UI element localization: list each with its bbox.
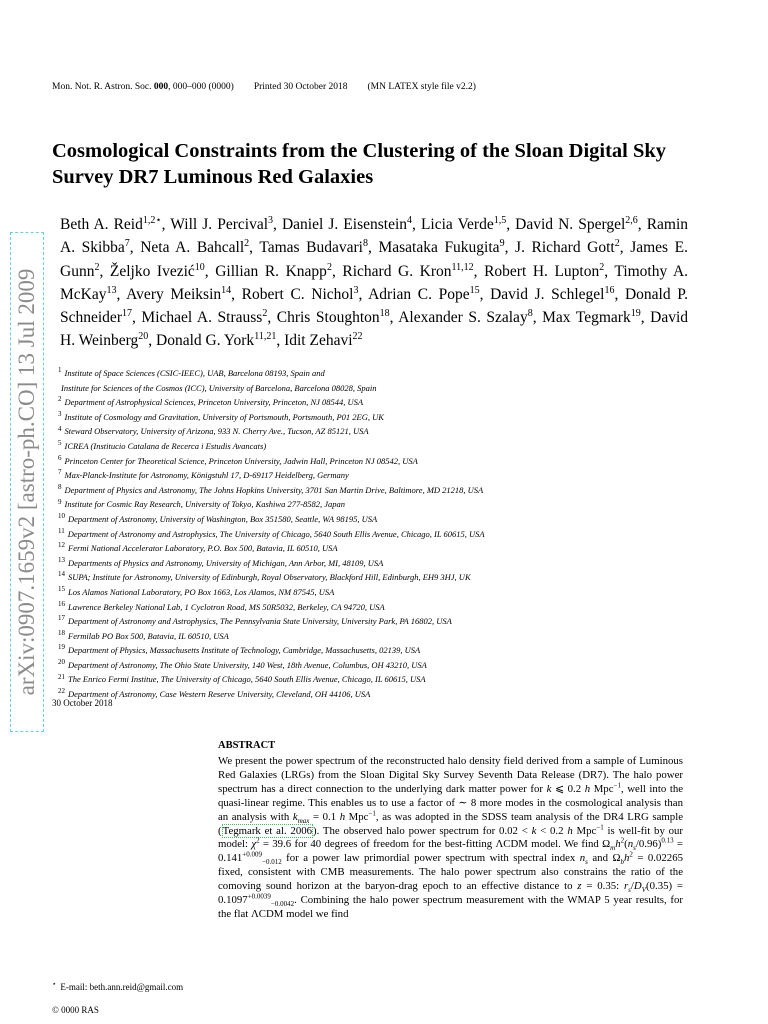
author-affiliation-ref: 22	[352, 331, 363, 343]
affiliation-item	[58, 687, 698, 702]
author-name: Masataka Fukugita	[378, 239, 500, 257]
affiliation-item	[58, 439, 698, 454]
author-name: Will J. Percival	[170, 216, 269, 233]
arxiv-identifier: arXiv:0907.1659v2 [astro-ph.CO] 13 Jul 2009	[14, 268, 39, 696]
affiliation-text: Department of Physics and Astronomy, The Johns Hopkins University, 3701 San Martin Drive, Baltimore, MD 21218, USA	[64, 484, 484, 495]
affiliation-number: 5	[58, 439, 62, 448]
affiliation-item	[58, 556, 698, 571]
author-affiliation-ref: 2	[262, 308, 268, 320]
author-name: Richard G. Kron	[342, 262, 452, 280]
author-name: David J. Schlegel	[490, 285, 605, 303]
affiliation-text: SUPA; Institute for Astronomy, University of Edinburgh, Royal Observatory, Blackford Hill, Edinburgh, EH9 3HJ, UK	[68, 572, 471, 583]
affiliation-text: Fermi National Accelerator Laboratory, P.O. Box 500, Batavia, IL 60510, USA	[68, 543, 338, 554]
affiliation-text: Steward Observatory, University of Arizona, 933 N. Cherry Ave., Tucson, AZ 85121, USA	[64, 426, 369, 437]
author	[398, 309, 532, 326]
author-affiliation-ref: 11,21	[254, 331, 277, 343]
affiliation-text: Lawrence Berkeley National Lab, 1 Cyclotron Road, MS 50R5032, Berkeley, CA 94720, USA	[68, 601, 385, 612]
author	[484, 263, 604, 280]
author-affiliation-ref: 3	[268, 214, 274, 226]
author-name: Donald G. York	[156, 332, 255, 350]
affiliation-number: 17	[58, 614, 65, 623]
citation-link[interactable]: Tegmark et al. 2006	[222, 824, 313, 837]
author	[215, 263, 332, 280]
author-name: Tamas Budavari	[259, 239, 363, 257]
affiliation-number: 10	[58, 512, 65, 521]
affiliation-item	[58, 614, 698, 629]
author	[277, 309, 390, 326]
author-affiliation-ref: 15	[469, 284, 480, 296]
author-affiliation-ref: 3	[353, 284, 359, 296]
affiliation-item	[58, 629, 698, 644]
author	[542, 309, 641, 326]
author-name: Beth A. Reid	[60, 216, 143, 233]
author-affiliation-ref: 11,12	[451, 261, 474, 273]
footnote-email[interactable]: E-mail: beth.ann.reid@gmail.com	[60, 982, 184, 992]
author-name: Robert H. Lupton	[484, 262, 600, 280]
affiliation-number: 8	[58, 482, 62, 491]
affiliation-text: Institute of Space Sciences (CSIC-IEEC), UAB, Barcelona 08193, Spain and	[64, 368, 325, 378]
author-affiliation-ref: 16	[604, 284, 615, 296]
author-affiliation-ref: 17	[121, 308, 132, 320]
author-name: Željko Ivezić	[109, 262, 195, 280]
author-affiliation-ref: 10	[194, 261, 205, 273]
author-name: Alexander S. Szalay	[398, 309, 528, 327]
affiliation-number: 14	[58, 570, 65, 579]
affiliation-number: 4	[58, 424, 62, 433]
author	[140, 239, 249, 256]
footnote	[52, 980, 183, 992]
author	[368, 286, 479, 303]
affiliation-text: Department of Astrophysical Sciences, Princeton University, Princeton, NJ 08544, USA	[64, 397, 364, 408]
affiliation-number: 3	[58, 409, 62, 418]
affiliation-text: Fermilab PO Box 500, Batavia, IL 60510, USA	[68, 630, 229, 641]
affiliation-text: Departments of Physics and Astronomy, University of Michigan, Ann Arbor, MI, 48109, USA	[68, 557, 384, 568]
author	[156, 332, 276, 349]
author-name: Neta A. Bahcall	[140, 239, 245, 257]
affiliation-number: 13	[58, 555, 65, 564]
author-affiliation-ref: 18	[379, 308, 390, 320]
abstract-body: We present the power spectrum of the reconstructed halo density field derived from a sample of Luminous Red Galaxies (LRGs) from the Sloan Digital Sky Survey Seventh Data Release (DR7). The halo power spectrum has a direct connection to the underlying dark matter power for k ⩽ 0.2 h Mpc$^{-1}$, well into the quasi-linear regime. This enables us to use a factor of ∼ 8 more modes in the cosmological analysis than an analysis with $k_{max} = 0.1$ h Mpc$^{-1}$, as was adopted in the SDSS team analysis of the DR4 LRG sample (Tegmark et al. 2006). The observed halo power spectrum for 0.02 < k < 0.2 h Mpc$^{-1}$ is well-fit by our model: $\chi^2 = 39.6$ for 40 degrees of freedom for the best-fitting ΛCDM model. We find $\Omega_mh^2(n_s/0.96)^{0.13} = 0.141^{+0.009}_{-0.012}$ for a power law primordial power spectrum with spectral index $n_s$ and $\Omega_bh^2 = 0.02265$ fixed, consistent with CMB measurements. The halo power spectrum also constrains the ratio of the comoving sound horizon at the baryon-drag epoch to an effective distance to z = 0.35: $r_s/D_V(0.35) = 0.1097^{+0.0039}_{-0.0042}$. Combining the halo power spectrum measurement with the WMAP 5 year results, for the flat ΛCDM model we find	[218, 755, 684, 920]
affiliation-text: Los Alamos National Laboratory, PO Box 1663, Los Alamos, NM 87545, USA	[68, 586, 335, 597]
affiliation-item	[58, 672, 698, 687]
author	[259, 239, 368, 256]
author	[282, 216, 412, 233]
author	[515, 216, 638, 233]
journal-name: Mon. Not. R. Astron. Soc.	[52, 82, 154, 92]
author-name: Michael A. Strauss	[141, 309, 263, 327]
affiliation-number: 7	[58, 468, 62, 477]
author-affiliation-ref: 1,5	[493, 214, 507, 226]
affiliation-number: 6	[58, 453, 62, 462]
author-name: Adrian C. Pope	[368, 285, 470, 303]
author-affiliation-ref: 2	[94, 261, 100, 273]
affiliation-text: Max-Planck-Institute for Astronomy, Königstuhl 17, D-69117 Heidelberg, Germany	[64, 470, 349, 481]
author	[170, 216, 273, 233]
affiliation-item	[58, 541, 698, 556]
affiliation-number: 18	[58, 628, 65, 637]
author-name: Donald P. Schneider	[60, 285, 689, 327]
author-name: David N. Spergel	[515, 216, 626, 233]
affiliation-text: Department of Astronomy and Astrophysics, The University of Chicago, 5640 South Ellis Avenue, Chicago, IL 60615, USA	[67, 528, 485, 539]
affiliation-text: Department of Astronomy and Astrophysics, The Pennsylvania State University, University Park, PA 16802, USA	[68, 616, 452, 627]
author-name: Gillian R. Knapp	[215, 262, 327, 280]
style-file-note: (MN LATEX style file v2.2)	[367, 82, 476, 92]
affiliation-item	[58, 468, 698, 483]
author	[490, 286, 614, 303]
author-affiliation-ref: 7	[124, 238, 130, 250]
affiliation-number: 12	[58, 541, 65, 550]
affiliation-number: 11	[58, 526, 65, 535]
affiliation-item	[58, 410, 698, 425]
affiliation-text: ICREA (Institucio Catalana de Recerca i Estudis Avancats)	[64, 440, 267, 451]
affiliation-number: 16	[58, 599, 65, 608]
author-affiliation-ref: 20	[138, 331, 149, 343]
author-list: Beth A. Reid$^{1,2⋆}$, Will J. Percival$^3$, Daniel J. Eisenstein$^4$, Licia Verde$^{1,5}$, David N. Spergel$^{2,6}$, Ramin A. Skibba$^7$, Neta A. Bahcall$^2$, Tamas Budavari$^8$, Masataka Fukugita$^9$, J. Richard Gott$^2$, James E. Gunn$^2$, Željko Ivezić$^{10}$, Gillian R. Knapp$^2$, Richard G. Kron$^{11,12}$, Robert H. Lupton$^2$, Timothy A. McKay$^{13}$, Avery Meiksin$^{14}$, Robert C. Nichol$^3$, Adrian C. Pope$^{15}$, David J. Schlegel$^{16}$, Donald P. Schneider$^{17}$, Michael A. Strauss$^2$, Chris Stoughton$^{18}$, Alexander S. Szalay$^8$, Max Tegmark$^{19}$, David H. Weinberg$^{20}$, Donald G. York$^{11,21}$, Idit Zehavi$^{22}$	[60, 214, 689, 350]
affiliation-item	[58, 658, 698, 673]
affiliation-number: 20	[58, 658, 65, 667]
author-affiliation-ref: 2	[326, 261, 332, 273]
affiliation-item	[58, 585, 698, 600]
affiliation-number: 1	[58, 366, 62, 375]
author	[515, 239, 620, 256]
author	[378, 239, 504, 256]
affiliation-text: Institute for Cosmic Ray Research, University of Tokyo, Kashiwa 277-8582, Japan	[64, 499, 346, 510]
journal-volume: 000	[153, 82, 169, 92]
author-name: Licia Verde	[420, 216, 494, 233]
affiliation-item	[58, 570, 698, 585]
printed-date: Printed 30 October 2018	[253, 82, 348, 92]
affiliation-text: Department of Astronomy, Case Western Reserve University, Cleveland, OH 44106, USA	[68, 689, 371, 700]
affiliation-number: 9	[58, 497, 62, 506]
affiliation-number: 2	[58, 395, 62, 404]
affiliation-item	[58, 424, 698, 439]
affiliation-text: Department of Physics, Massachusetts Institute of Technology, Cambridge, Massachusetts, 02139, USA	[68, 645, 421, 656]
author-name: Idit Zehavi	[284, 332, 353, 350]
author	[242, 286, 359, 303]
author-affiliation-ref: 13	[106, 284, 117, 296]
author-affiliation-ref: 4	[407, 214, 413, 226]
author	[342, 263, 473, 280]
affiliation-item	[58, 497, 698, 512]
affiliation-number: 21	[58, 672, 65, 681]
affiliation-text: Institute for Sciences of the Cosmos (ICC), University of Barcelona, Barcelona 08028, Spain	[61, 382, 377, 393]
affiliation-item	[58, 366, 698, 381]
author	[141, 309, 267, 326]
author-name: James E. Gunn	[60, 239, 689, 280]
author-affiliation-ref: 2	[244, 238, 250, 250]
affiliation-item	[58, 483, 698, 498]
affiliation-text: Institute of Cosmology and Gravitation, University of Portsmouth, Portsmouth, P01 2EG, UK	[64, 411, 384, 422]
author-name: J. Richard Gott	[515, 239, 615, 257]
author-affiliation-ref: 9	[499, 238, 505, 250]
affiliation-item	[58, 600, 698, 615]
author-name: Daniel J. Eisenstein	[281, 216, 408, 233]
affiliation-text: Department of Astronomy, The Ohio State University, 140 West, 18th Avenue, Columbus, OH 43210, USA	[68, 659, 427, 670]
date-line: 30 October 2018	[52, 698, 113, 708]
affiliation-number: 19	[58, 643, 65, 652]
author-affiliation-ref: 2	[599, 261, 605, 273]
affiliation-text: The Enrico Fermi Institue, The University of Chicago, 5640 South Ellis Avenue, Chicago, IL 60615, USA	[68, 674, 426, 685]
copyright-notice: © 0000 RAS	[52, 1005, 99, 1015]
author	[284, 332, 362, 349]
author	[126, 286, 231, 303]
affiliation-item	[58, 643, 698, 658]
author-name: Ramin A. Skibba	[60, 216, 689, 257]
author-affiliation-ref: 2,6	[625, 214, 638, 226]
affiliation-number: 15	[58, 585, 65, 594]
running-header	[52, 82, 476, 92]
affiliation-text: Princeton Center for Theoretical Science, Princeton University, Jadwin Hall, Princeton NJ 08542, USA	[64, 455, 418, 466]
journal-pages: , 000–000 (0000)	[168, 82, 234, 92]
affiliation-text: Department of Astronomy, University of Washington, Box 351580, Seattle, WA 98195, USA	[68, 513, 378, 524]
affiliation-item	[58, 381, 698, 396]
abstract-heading: ABSTRACT	[218, 740, 276, 751]
author-affiliation-ref: 14	[221, 284, 232, 296]
paper-title: Cosmological Constraints from the Clustering of the Sloan Digital Sky Survey DR7 Luminous Red Galaxies	[52, 140, 667, 188]
author	[110, 263, 205, 280]
arxiv-stamp	[10, 232, 44, 732]
author-name: Chris Stoughton	[276, 309, 380, 327]
author-name: Robert C. Nichol	[241, 285, 354, 303]
author-affiliation-ref: 1,2⋆	[142, 214, 162, 226]
affiliation-number: 22	[58, 687, 65, 696]
affiliation-item	[58, 395, 698, 410]
author-name: David H. Weinberg	[60, 309, 689, 350]
affiliation-item	[58, 454, 698, 469]
author-affiliation-ref: 8	[527, 308, 533, 320]
author-affiliation-ref: 19	[630, 308, 641, 320]
author	[60, 216, 162, 233]
author-name: Timothy A. McKay	[60, 262, 689, 303]
affiliation-list	[58, 366, 698, 702]
footnote-marker: ⋆	[52, 980, 57, 988]
affiliation-item	[58, 527, 698, 542]
author-affiliation-ref: 2	[614, 238, 620, 250]
author-affiliation-ref: 8	[363, 238, 368, 250]
affiliation-item	[58, 512, 698, 527]
author	[421, 216, 506, 233]
author-name: Avery Meiksin	[126, 285, 222, 303]
author-name: Max Tegmark	[542, 309, 631, 327]
